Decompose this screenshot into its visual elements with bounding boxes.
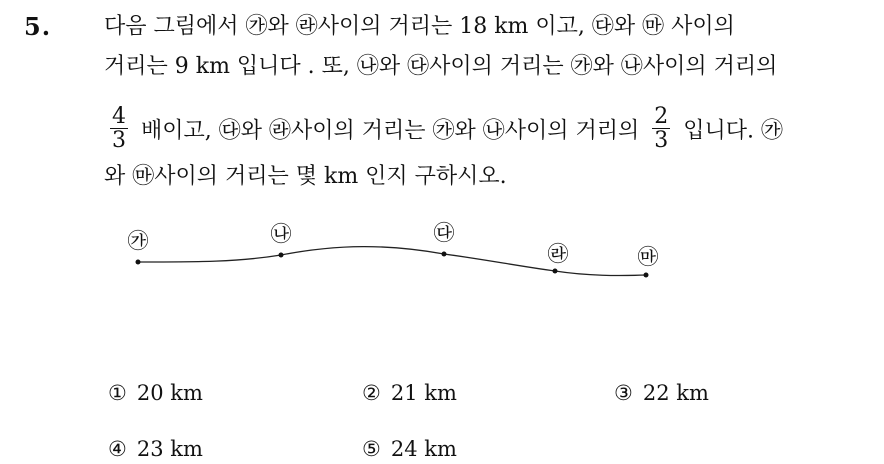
choice-4-mark: ④ [108,437,127,461]
stem-line-3-text-a: 배이고, ㉰와 ㉱사이의 거리는 ㉮와 ㉯사이의 거리의 [141,118,640,144]
point-ga [136,260,141,265]
stem-line-2: 거리는 9 km 입니다 . 또, ㉯와 ㉰사이의 거리는 ㉮와 ㉯사이의 거리의 [104,54,778,79]
choice-2[interactable] [362,381,457,405]
fraction-two-thirds [652,106,670,153]
choice-1-text: 20 km [136,381,203,405]
stem-line-3 [104,104,783,155]
choice-1[interactable] [108,381,203,405]
choice-3-text: 22 km [642,381,709,405]
label-ra: ㉱ [547,242,569,266]
choice-5[interactable] [362,437,457,461]
road-diagram [118,214,678,298]
stem-line-3-text-b: 입니다. ㉮ [683,118,783,144]
fraction-numerator: 2 [654,104,669,129]
choice-1-mark: ① [108,381,127,405]
choice-4[interactable] [108,437,203,461]
choice-2-mark: ② [362,381,381,405]
point-na [279,253,284,258]
fraction-denominator: 3 [654,128,669,153]
choice-3[interactable] [614,381,709,405]
choice-3-mark: ③ [614,381,633,405]
choice-4-text: 23 km [136,437,203,461]
choice-5-text: 24 km [390,437,457,461]
stem-line-4: 와 ㉲사이의 거리는 몇 km 인지 구하시오. [104,164,507,189]
question-number: 5. [24,12,52,41]
point-da [442,252,447,257]
label-ga: ㉮ [127,229,149,253]
road-curve [138,247,646,276]
label-na: ㉯ [270,222,292,246]
fraction-numerator: 4 [112,104,126,129]
point-ma [644,273,649,278]
label-ma: ㉲ [637,245,659,269]
choice-5-mark: ⑤ [362,437,381,461]
fraction-four-thirds [110,106,128,153]
point-ra [553,269,558,274]
label-da: ㉰ [433,221,455,245]
choice-2-text: 21 km [390,381,457,405]
fraction-denominator: 3 [112,128,126,153]
stem-line-1: 다음 그림에서 ㉮와 ㉱사이의 거리는 18 km 이고, ㉰와 ㉲ 사이의 [104,14,735,39]
